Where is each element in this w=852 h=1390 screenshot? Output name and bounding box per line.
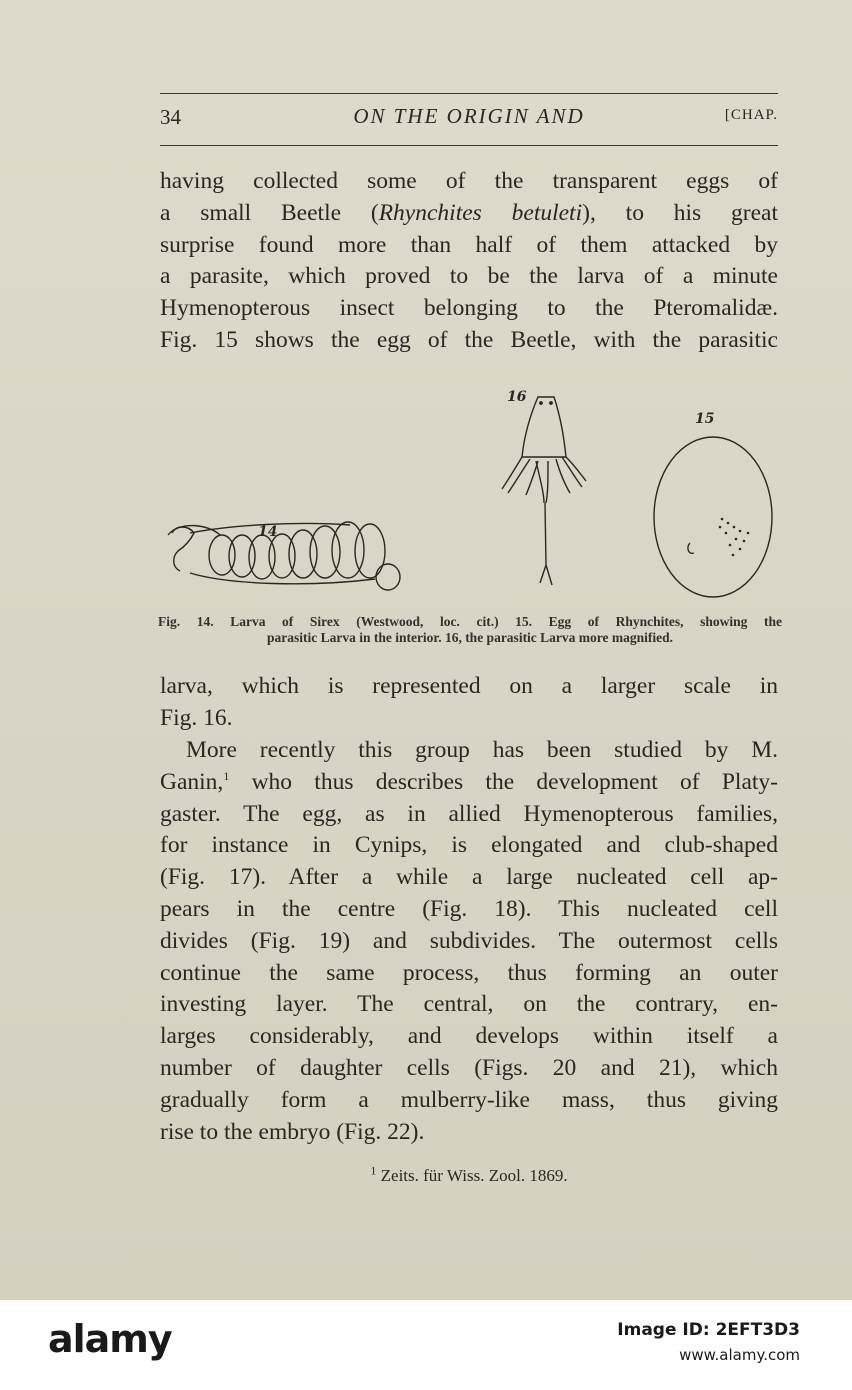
- image-id: Image ID: 2EFT3D3: [617, 1320, 800, 1340]
- page-number: 34: [160, 105, 181, 129]
- text-line: rise to the embryo (Fig. 22).: [160, 1118, 425, 1145]
- text-line: (Fig. 17). After a while a large nucleated cell ap-: [160, 864, 778, 891]
- text-line: continue the same process, thus forming an outer: [160, 959, 778, 986]
- paragraph-3: [160, 735, 778, 1148]
- text-line: number of daughter cells (Figs. 20 and 21), which: [160, 1054, 778, 1081]
- text-line: for instance in Cynips, is elongated and club-shaped: [160, 832, 778, 859]
- text-line: gradually form a mulberry-like mass, thus giving: [160, 1086, 778, 1113]
- text-line: gaster. The egg, as in allied Hymenopterous families,: [160, 800, 778, 827]
- running-title: ON THE ORIGIN AND: [353, 104, 585, 128]
- text-line: pears in the centre (Fig. 18). This nucleated cell: [160, 895, 778, 922]
- text-line: Ganin,$^1$ who thus describes the development of Platy-: [160, 768, 778, 795]
- text-line: larges considerably, and develops within itself a: [160, 1023, 778, 1050]
- header-rule-bottom: [160, 145, 778, 146]
- sirex-larva-drawing: [168, 522, 400, 590]
- footnote-marker: 1: [370, 1163, 377, 1178]
- figure-caption: [158, 614, 782, 646]
- footnote-text: Zeits. für Wiss. Zool. 1869.: [376, 1166, 568, 1185]
- banner-url[interactable]: www.alamy.com: [679, 1346, 800, 1364]
- text-line: Fig. 16.: [160, 704, 233, 731]
- beetle-egg-drawing: [654, 437, 772, 597]
- caption-line: parasitic Larva in the interior. 16, the parasitic Larva more magnified.: [266, 630, 674, 645]
- text-line: Hymenopterous insect belonging to the Pteromalidæ.: [160, 295, 778, 322]
- parasitic-larva-drawing: [502, 397, 586, 585]
- figure-illustration: [150, 375, 790, 610]
- text-line: having collected some of the transparent eggs of: [160, 168, 778, 194]
- text-line: surprise found more than half of them attacked by: [160, 231, 778, 258]
- footnote: [160, 1163, 778, 1186]
- header-rule-top: [160, 93, 778, 94]
- text-line: Fig. 15 shows the egg of the Beetle, with the parasitic: [160, 326, 778, 353]
- text-line: divides (Fig. 19) and subdivides. The outermost cells: [160, 927, 778, 954]
- figure-label-16: 16: [507, 389, 527, 405]
- species-name: Rhynchites betuleti: [378, 199, 583, 226]
- footnote-reference: 1: [223, 768, 230, 783]
- alamy-logo: alamy: [48, 1317, 172, 1361]
- text-line: a parasite, which proved to be the larva of a minute: [160, 263, 778, 290]
- paragraph-1: [160, 166, 778, 357]
- text-line: larva, which is represented on a larger scale in: [160, 673, 778, 699]
- paragraph-2: [160, 671, 778, 735]
- chapter-marker: [CHAP.: [724, 107, 778, 123]
- text-line: investing layer. The central, on the contrary, en-: [160, 991, 778, 1018]
- text-line: More recently this group has been studied by M.: [186, 737, 778, 763]
- figure-label-14: 14: [258, 524, 278, 540]
- caption-line: Fig. 14. Larva of Sirex (Westwood, loc. cit.) 15. Egg of Rhynchites, showing the: [158, 614, 782, 629]
- text-line: a small Beetle (Rhynchites betuleti), to his great: [160, 199, 778, 226]
- figure-label-15: 15: [695, 411, 715, 427]
